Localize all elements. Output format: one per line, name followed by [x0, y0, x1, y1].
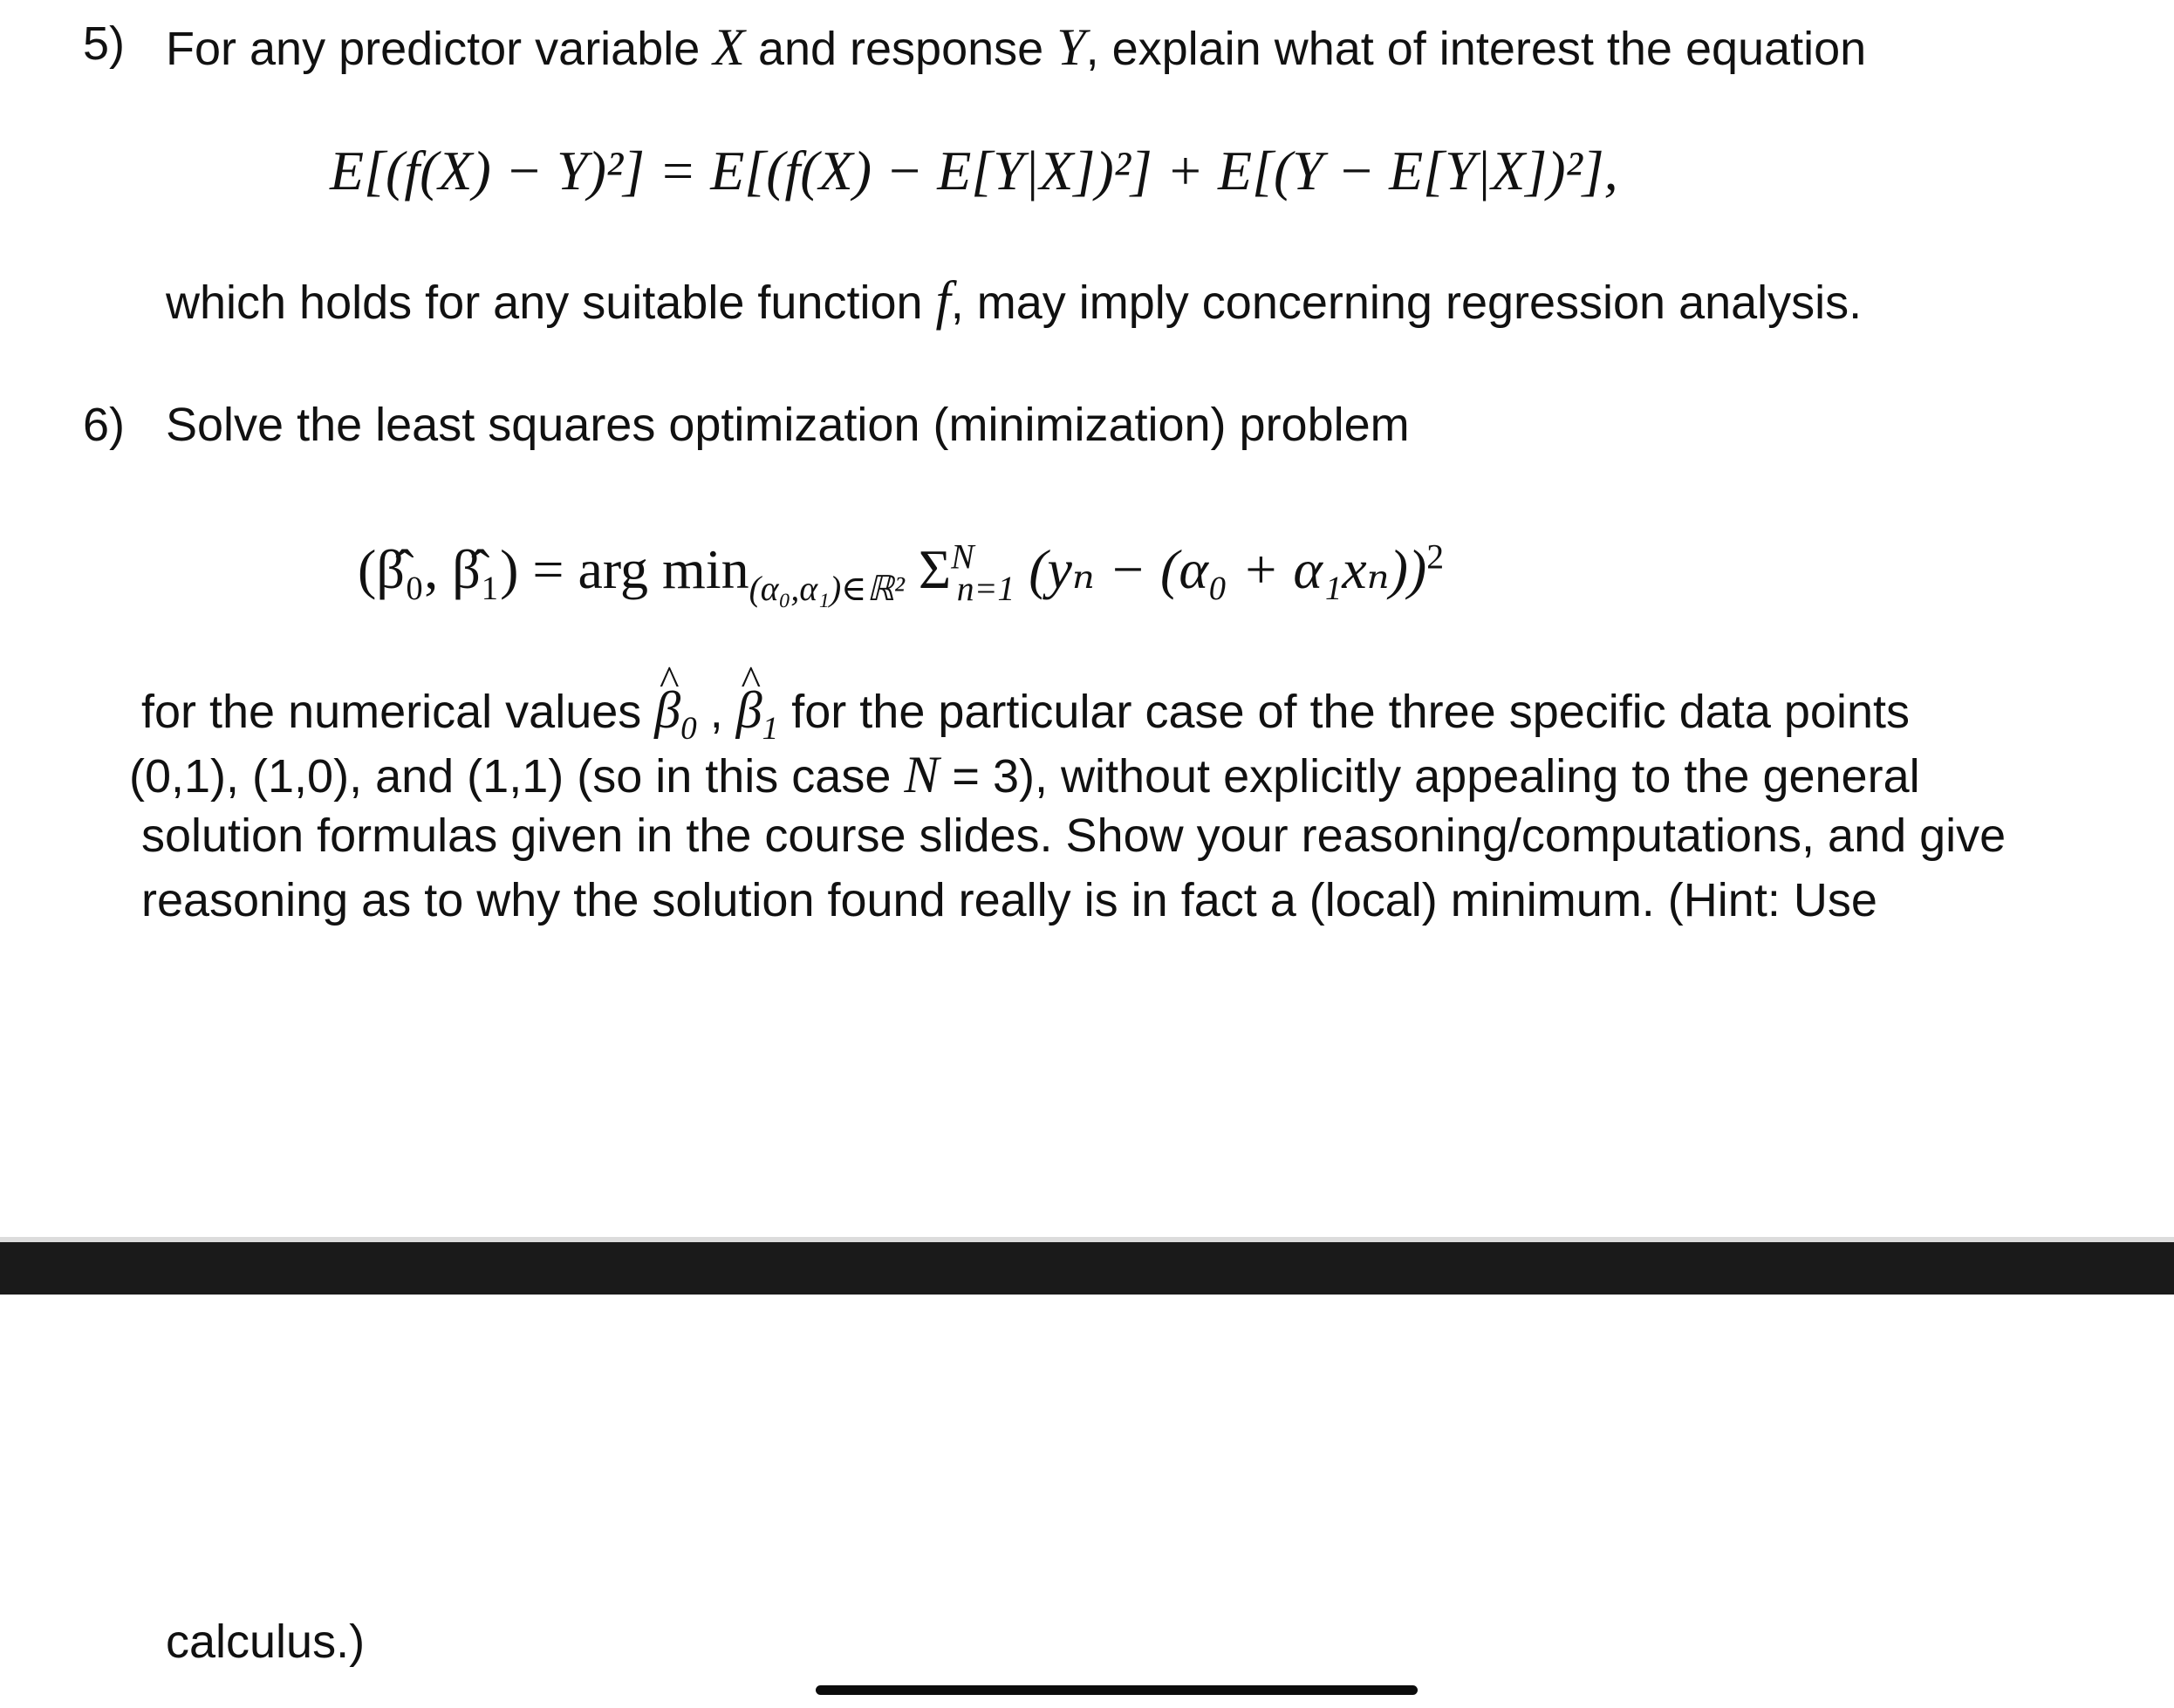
least-squares-formula: [358, 536, 1445, 608]
question-6-line-1: [141, 679, 1910, 747]
home-indicator[interactable]: [816, 1685, 1418, 1695]
question-5-prompt: [166, 16, 1866, 79]
q6-line1-a: for the numerical values: [141, 686, 655, 738]
equation-text: E[(f(X) − Y)²] = E[(f(X) − E[Y|X])²] + E[(Y − E[Y|X])²],: [330, 140, 1618, 202]
var-f: f: [935, 271, 951, 331]
q6-line2-a: (0,1), (1,0), and (1,1) (so in this case: [129, 750, 905, 803]
question-6-prompt: Solve the least squares optimization (minimization) problem: [166, 399, 1410, 451]
page-divider: [0, 1242, 2174, 1295]
q5-follow-b: , may imply concerning regression analysis.: [950, 277, 1863, 329]
formula-sum: Σ: [904, 538, 952, 600]
question-6-line-2: [129, 743, 1920, 806]
formula-body: (yₙ − (α₀ + α₁xₙ)): [1015, 538, 1427, 600]
q5-intro-a: For any predictor variable: [166, 23, 714, 75]
var-y: Y: [1056, 18, 1086, 76]
question-5-number: 5): [83, 17, 126, 70]
variance-decomposition-equation: [330, 138, 1618, 205]
beta-hat-1: ^ $\beta_1$: [736, 681, 778, 739]
q5-intro-c: , explain what of interest the equation: [1085, 23, 1867, 75]
formula-power: 2: [1426, 537, 1445, 577]
q5-intro-b: and response: [744, 23, 1057, 75]
formula-argmin-subscript: (α₀,α₁)∈ℝ²: [749, 569, 905, 608]
question-6-number: 6): [83, 399, 126, 451]
comma: ,: [696, 686, 736, 738]
formula-lhs: (β̂₀, β̂₁) =: [358, 538, 578, 600]
question-6-continued: calculus.): [166, 1616, 366, 1668]
var-n: N: [904, 746, 940, 803]
q6-line2-b: = 3), without explicitly appealing to the general: [939, 750, 1920, 803]
question-6-line-3: solution formulas given in the course slides. Show your reasoning/computations, and give: [141, 810, 2007, 862]
q6-line1-b: for the particular case of the three specific data points: [778, 686, 1910, 738]
beta-hat-0: ^ $\beta_0$: [654, 681, 696, 739]
var-x: X: [713, 18, 745, 76]
question-5-followup: [166, 269, 1862, 333]
formula-sum-upper: N: [951, 537, 974, 577]
q5-follow-a: which holds for any suitable function: [166, 277, 936, 329]
formula-argmin: arg min: [578, 538, 749, 600]
question-6-line-4: reasoning as to why the solution found really is in fact a (local) minimum. (Hint: Use: [141, 874, 1877, 926]
formula-sum-lower: n=1: [956, 569, 1015, 608]
